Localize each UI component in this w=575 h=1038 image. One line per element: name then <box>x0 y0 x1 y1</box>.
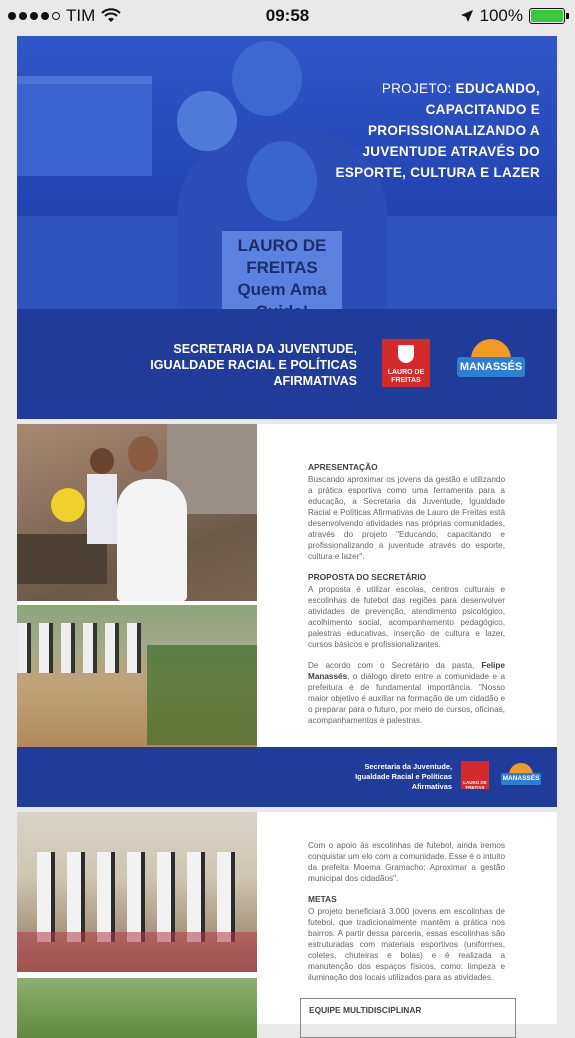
heading-proposta: PROPOSTA DO SECRETÁRIO <box>308 572 427 582</box>
project-title-label: PROJETO: <box>381 81 452 96</box>
battery-percent: 100% <box>479 6 523 25</box>
manasses-logo-text: MANASSÉS <box>457 357 525 377</box>
photo-indoor-group <box>17 812 257 972</box>
page-metas <box>17 812 557 1024</box>
photo-secretario-with-child <box>17 424 257 601</box>
cover-page <box>17 36 557 419</box>
carrier-label: TIM <box>66 6 96 25</box>
footer-manasses-logo: MANASSÉS <box>501 761 541 789</box>
manasses-logo <box>457 335 525 391</box>
paragraph-metas: O projeto beneficiará 3.000 jovens em escolinhas de futebol, que tradicionalmente mantêm a prática nos bairros. A partir dessa parceria, essas escolinhas são estruturadas com materiais esportivos (uniformes, coletes, chuteiras e bolas) e é realizada a manutenção dos espaços físicos, como: limpeza e iluminação dos locais utilizados para as atividades. <box>308 907 505 982</box>
lauro-de-freitas-logo <box>382 339 430 387</box>
status-bar <box>0 0 575 32</box>
heading-equipe: EQUIPE MULTIDISCIPLINAR <box>309 1005 422 1015</box>
photo-outdoor-group <box>17 978 257 1038</box>
clock: 09:58 <box>265 6 310 25</box>
shirt-print: LAURO DE FREITAS Quem Ama <box>222 231 342 327</box>
footer-lauro-logo: LAURO DE FREITAS <box>461 761 489 789</box>
lauro-logo-text: LAURO DE FREITAS <box>387 369 425 384</box>
page-footer <box>17 747 557 807</box>
heading-metas: METAS <box>308 894 337 904</box>
paragraph-proposta: A proposta é utilizar escolas, centros culturais e escolinhas de futebol das regiões para desenvolver atividades de prevenção, atendimento psicológico, acolhimento social, acompanhamento pedagógico, palestras educativas, inserção de cultura e lazer, cursos básicos e profissionalizantes. <box>308 585 505 649</box>
apresentacao-text-block <box>308 462 505 736</box>
cover-photo <box>17 36 557 309</box>
secretario-name: Felipe Manassés <box>308 661 505 681</box>
page-apresentacao <box>17 424 557 807</box>
project-title-text: EDUCANDO, CAPACITANDO E PROFISSIONALIZANDO A JUVENTUDE ATRAVÉS DO ESPORTE, CULTURA E LAZER <box>335 81 540 180</box>
paragraph-intro: Com o apoio às escolinhas de futebol, ainda iremos conquistar um elo com a comunidade. Esse é o intuito da prefeita Moema Gramacho: Aproximar a gestão municipal dos cidadãos". <box>308 841 505 883</box>
status-right <box>460 6 565 26</box>
footer-secretaria: Secretaria da Juventude, Igualdade Racial e Políticas Afirmativas <box>355 762 452 791</box>
heading-apresentacao: APRESENTAÇÃO <box>308 462 378 472</box>
paragraph-secretario: De acordo com o Secretário da pasta, Felipe Manassés, o diálogo direto entre a comunidade e a prefeitura é de fundamental importância. "Nosso maior objetivo é auxiliar na formação de um cidadão e o preparar para o futuro, por meio de cursos, oficinas, acompanhamentos e palestras. <box>308 661 505 725</box>
cover-band <box>17 309 557 419</box>
equipe-box <box>300 998 516 1038</box>
location-arrow-icon <box>460 9 474 23</box>
project-title <box>310 78 540 183</box>
paragraph-apresentacao: Buscando aproximar os jovens da gestão e utilizando a prática esportiva como uma ferramenta para a educação, a Secretaria da Juventude, Igualdade Racial e Políticas Afirmativas de Lauro de Freitas está desenvolvendo atividades nas próprias comunidades, através do projeto "Educando, capacitando e profissionalizando a juventude através do esporte, cultura e lazer". <box>308 475 505 561</box>
metas-text-block <box>308 840 505 993</box>
secretaria-name: SECRETARIA DA JUVENTUDE, IGUALDADE RACIAL E POLÍTICAS AFIRMATIVAS <box>150 342 357 388</box>
battery-icon <box>529 8 565 24</box>
photo-football-field-group <box>17 605 257 748</box>
